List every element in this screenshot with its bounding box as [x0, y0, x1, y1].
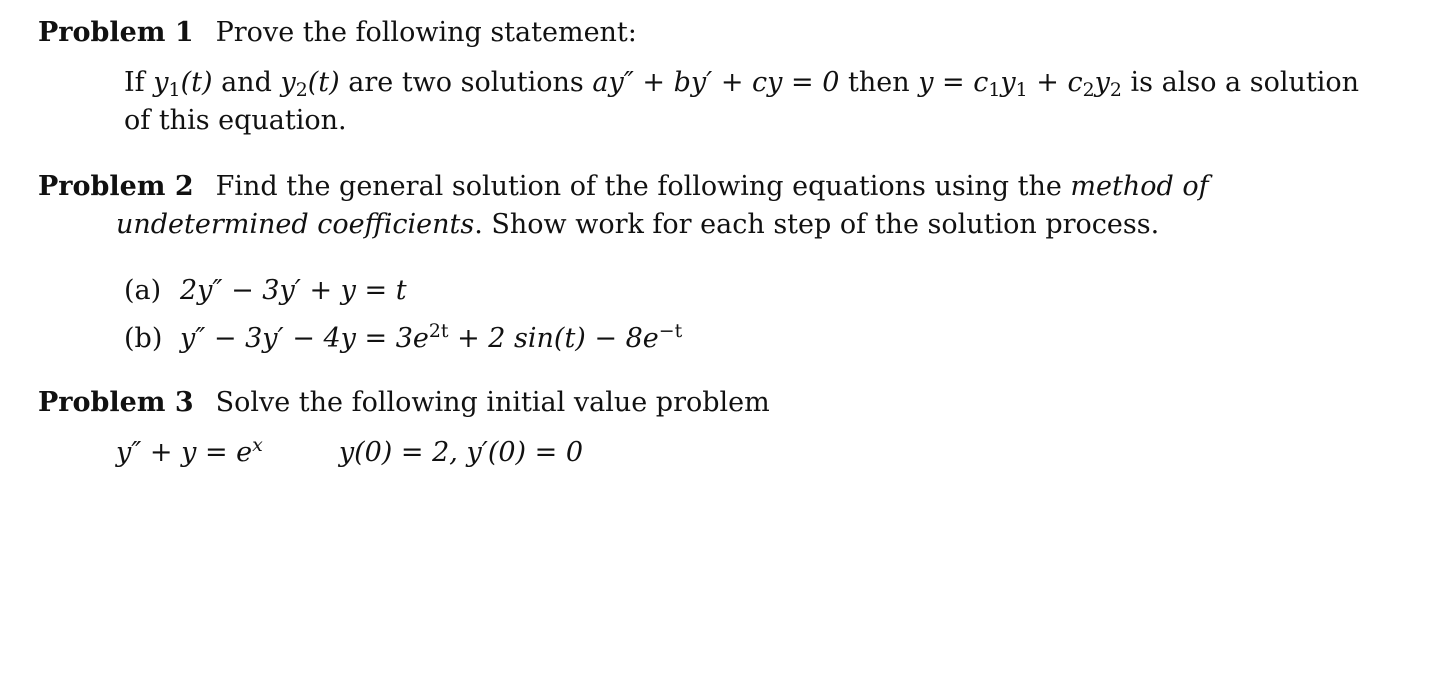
statement-equation: ay″ + by′ + cy = 0	[592, 67, 840, 98]
initial-value-problem	[116, 434, 583, 472]
problem-2-label: Problem 2	[38, 171, 194, 202]
problem-1-label: Problem 1	[38, 17, 194, 48]
item-b-exponent-1: 2t	[428, 319, 449, 342]
item-a-marker: (a)	[124, 275, 162, 306]
combo-sub-3: 2	[1082, 79, 1095, 102]
problem-1-heading	[38, 14, 637, 52]
y2-symbol: y	[280, 67, 296, 98]
problem-3-prompt: Solve the following initial value problem	[215, 387, 770, 418]
problem-2-prompt-pre: Find the general solution of the following equations using the	[215, 171, 1062, 202]
combo-part-d: y	[1094, 67, 1110, 98]
problem-3-label: Problem 3	[38, 387, 194, 418]
problem-3-heading	[38, 384, 770, 422]
item-b-exponent-2: −t	[658, 319, 683, 342]
combo-part-c: + c	[1027, 67, 1083, 98]
item-b-middle: + 2 sin(t) − 8e	[448, 323, 659, 354]
ivp-ode-exponent: x	[252, 433, 263, 456]
problem-2-equation-list	[124, 272, 682, 368]
problem-2-heading	[38, 168, 1378, 244]
problem-2-method-name: method of undetermined coefficients	[116, 171, 1209, 240]
combo-sub-2: 1	[1015, 79, 1028, 102]
combo-sub-1: 1	[988, 79, 1001, 102]
problem-1-statement	[38, 64, 1368, 140]
ivp-conditions: y(0) = 2, y′(0) = 0	[338, 437, 584, 468]
y1-symbol: y	[153, 67, 169, 98]
combo-part-a: y = c	[918, 67, 989, 98]
y2-argument: (t)	[307, 67, 340, 98]
statement-mid: are two solutions	[348, 67, 584, 98]
combo-sub-4: 2	[1109, 79, 1122, 102]
y1-argument: (t)	[180, 67, 213, 98]
problem-2-prompt-post: . Show work for each step of the solution process.	[474, 209, 1160, 240]
statement-then: then	[847, 67, 910, 98]
combo-part-b: y	[1000, 67, 1016, 98]
statement-if: If	[124, 67, 145, 98]
item-b-marker: (b)	[124, 323, 163, 354]
list-item	[124, 320, 682, 368]
ivp-ode: y″ + y = e	[116, 437, 253, 468]
y2-subscript: 2	[295, 79, 308, 102]
statement-and: and	[221, 67, 272, 98]
list-item	[124, 272, 682, 320]
problem-1-prompt: Prove the following statement:	[215, 17, 637, 48]
item-b-lhs: y″ − 3y′ − 4y = 3e	[180, 323, 429, 354]
item-a-equation: 2y″ − 3y′ + y = t	[180, 275, 407, 306]
statement-conclusion: is also a solution of this equation.	[124, 67, 1359, 136]
y1-subscript: 1	[168, 79, 181, 102]
